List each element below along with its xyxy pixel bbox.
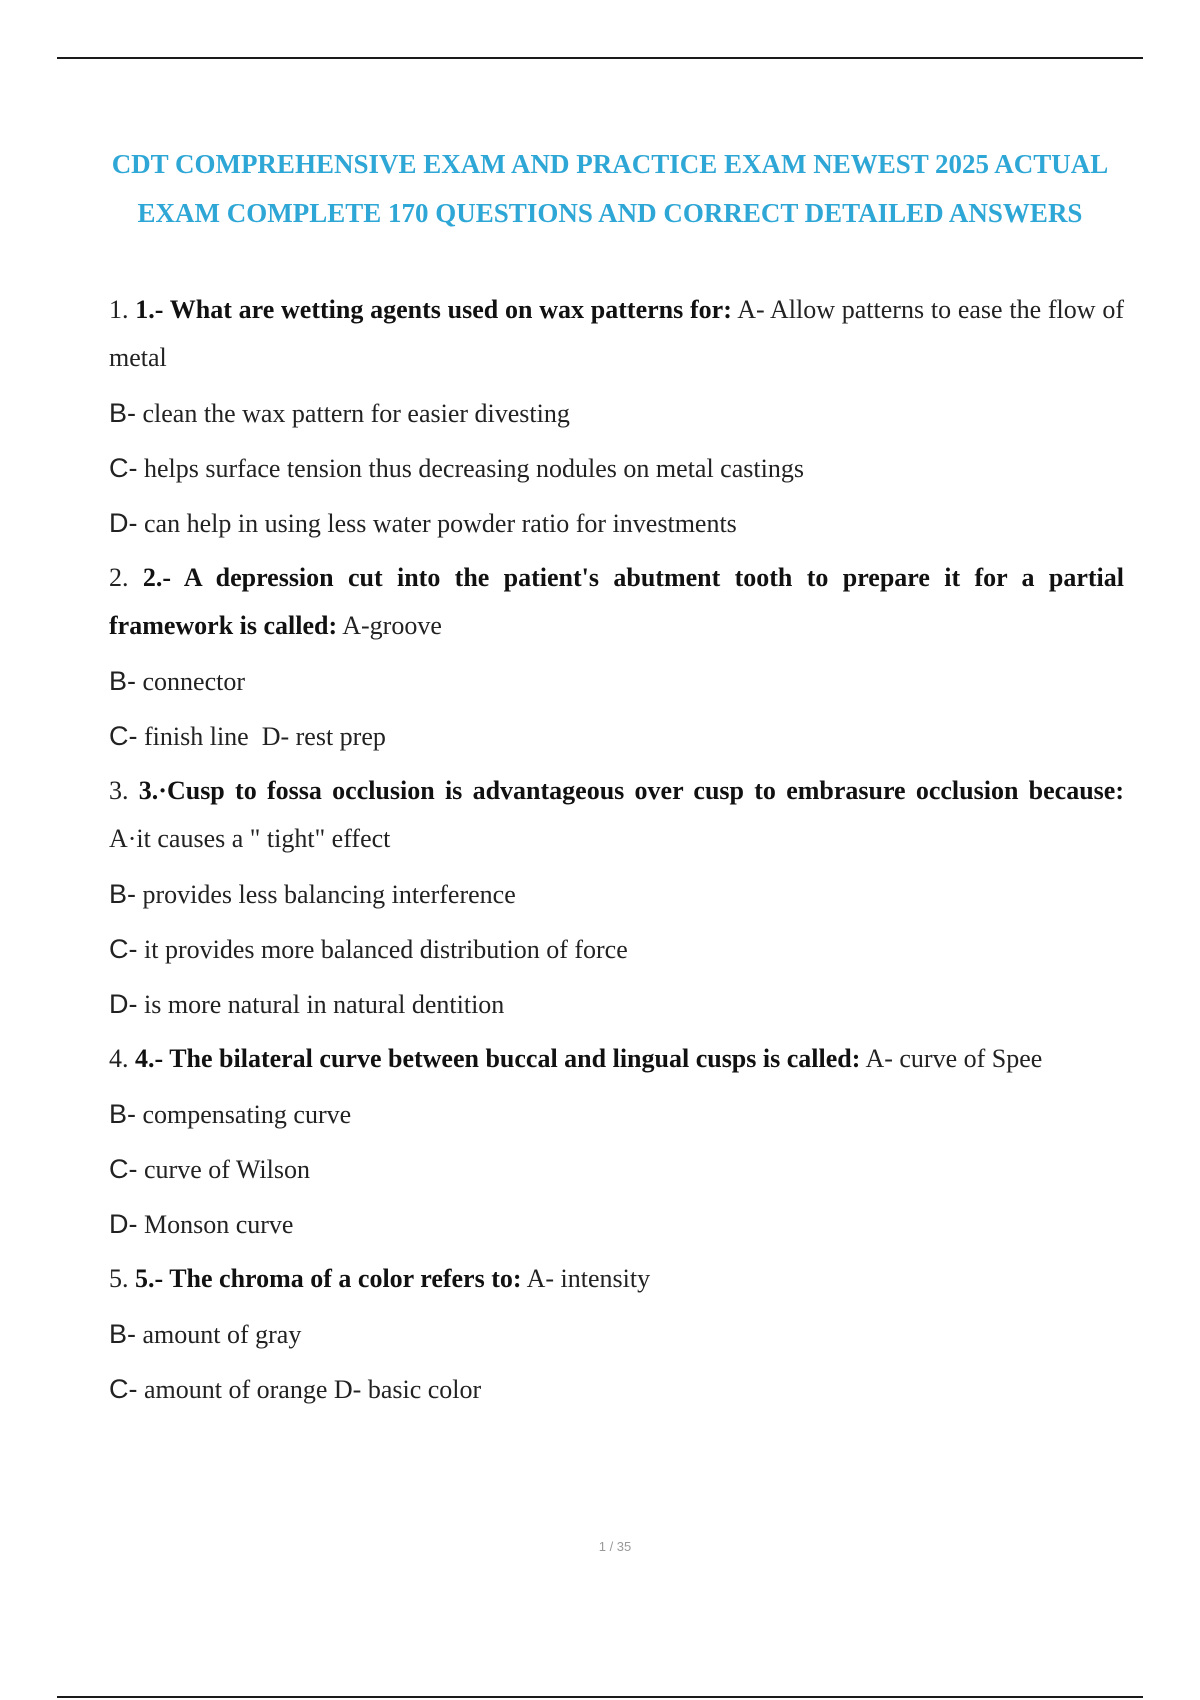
option-letter: B- <box>109 1099 136 1129</box>
option-text: connector <box>142 667 246 696</box>
question-stem: 5.- The chroma of a color refers to: <box>135 1264 522 1293</box>
option-letter: B- <box>109 666 136 696</box>
option-text: finish line D- rest prep <box>144 722 386 751</box>
question-3 <box>109 767 1124 863</box>
option-text: can help in using less water powder ratio for investments <box>144 509 737 538</box>
option-d <box>109 980 1124 1028</box>
option-a: A- intensity <box>526 1264 651 1293</box>
option-text: it provides more balanced distribution of force <box>144 935 628 964</box>
question-stem: 4.- The bilateral curve between buccal and lingual cusps is called: <box>135 1044 861 1073</box>
option-letter: B- <box>109 1319 136 1349</box>
option-d <box>109 499 1124 547</box>
bottom-rule <box>57 1696 1143 1698</box>
option-text: amount of gray <box>142 1320 302 1349</box>
option-letter: C- <box>109 721 138 751</box>
top-rule <box>57 57 1143 59</box>
question-4 <box>109 1035 1124 1083</box>
option-text: Monson curve <box>144 1210 294 1239</box>
option-letter: C- <box>109 934 138 964</box>
option-letter: D- <box>109 508 138 538</box>
option-c <box>109 712 1124 760</box>
option-letter: D- <box>109 989 138 1019</box>
option-b <box>109 870 1124 918</box>
option-b <box>109 657 1124 705</box>
option-letter: B- <box>109 398 136 428</box>
question-number: 3. <box>109 776 129 805</box>
option-a: A- Allow patterns to ease the flow of metal <box>109 295 1124 372</box>
question-stem: 2.- A depression cut into the patient's abutment tooth to prepare it for a partial framework is called: <box>109 563 1125 640</box>
option-text: curve of Wilson <box>144 1155 310 1184</box>
option-c <box>109 1365 1124 1413</box>
option-a: A- curve of Spee <box>865 1044 1043 1073</box>
questions-list <box>109 286 1124 1420</box>
option-b <box>109 1310 1124 1358</box>
option-a: A·it causes a " tight" effect <box>109 824 391 853</box>
question-number: 5. <box>109 1264 129 1293</box>
option-text: amount of orange D- basic color <box>144 1375 482 1404</box>
question-stem: 3.·Cusp to fossa occlusion is advantageous over cusp to embrasure occlusion because: <box>138 776 1125 805</box>
option-text: compensating curve <box>142 1100 352 1129</box>
option-letter: B- <box>109 879 136 909</box>
option-letter: C- <box>109 1154 138 1184</box>
question-number: 2. <box>109 563 129 592</box>
question-2 <box>109 554 1124 650</box>
question-number: 4. <box>109 1044 129 1073</box>
question-stem: 1.- What are wetting agents used on wax patterns for: <box>135 295 732 324</box>
question-5 <box>109 1255 1124 1303</box>
option-c <box>109 925 1124 973</box>
option-letter: C- <box>109 1374 138 1404</box>
option-text: provides less balancing interference <box>142 880 516 909</box>
option-letter: D- <box>109 1209 138 1239</box>
option-text: helps surface tension thus decreasing nodules on metal castings <box>144 454 804 483</box>
option-letter: C- <box>109 453 138 483</box>
option-d <box>109 1200 1124 1248</box>
option-a: A-groove <box>342 611 442 640</box>
question-number: 1. <box>109 295 129 324</box>
page-indicator: 1 / 35 <box>598 1539 632 1554</box>
option-text: clean the wax pattern for easier divesting <box>142 399 570 428</box>
document-title: CDT COMPREHENSIVE EXAM AND PRACTICE EXAM NEWEST 2025 ACTUAL EXAM COMPLETE 170 QUESTIONS AND CORRECT DETAILED ANSWERS <box>111 149 1109 228</box>
question-1 <box>109 286 1124 382</box>
option-text: is more natural in natural dentition <box>144 990 505 1019</box>
option-c <box>109 1145 1124 1193</box>
option-b <box>109 1090 1124 1138</box>
option-b <box>109 389 1124 437</box>
option-c <box>109 444 1124 492</box>
